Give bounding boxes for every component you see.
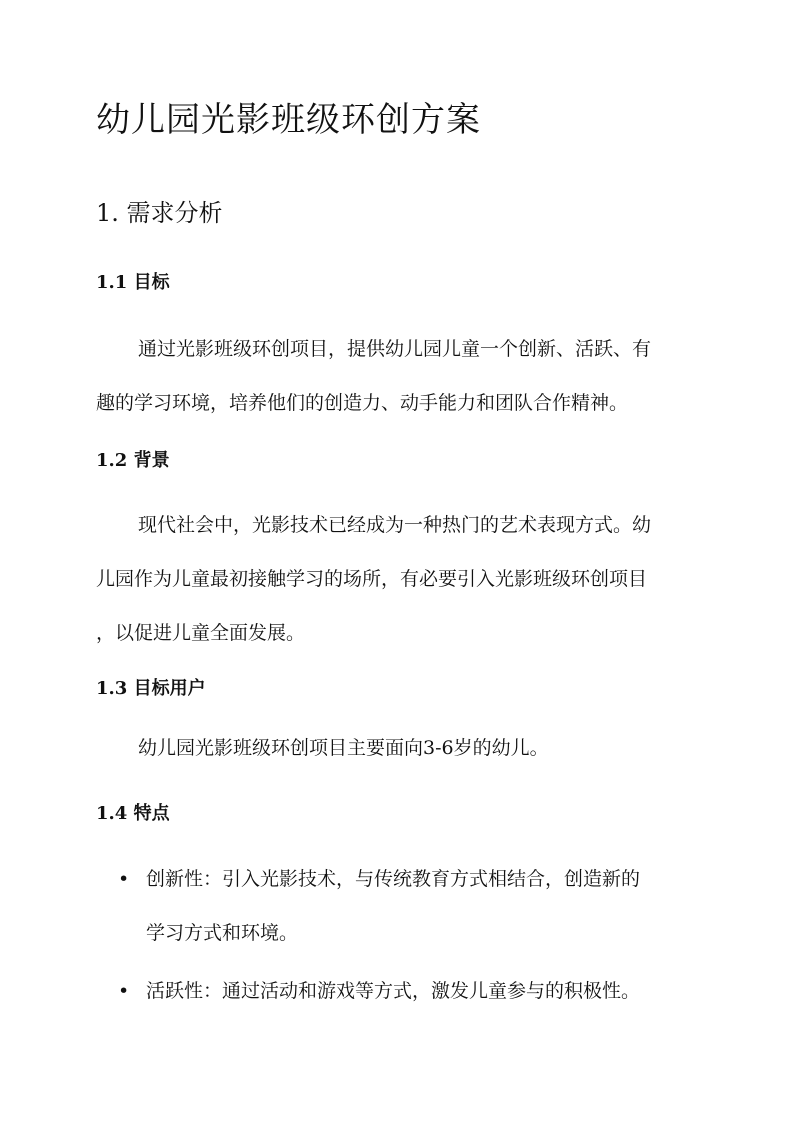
bullet-marker: •	[118, 868, 130, 890]
paragraph-line: 通过光影班级环创项目，提供幼儿园儿童一个创新、活跃、有	[138, 338, 652, 360]
paragraph-line: 儿园作为儿童最初接触学习的场所，有必要引入光影班级环创项目	[96, 568, 648, 590]
paragraph-line: ，以促进儿童全面发展。	[96, 622, 306, 644]
paragraph-line: 现代社会中，光影技术已经成为一种热门的艺术表现方式。幼	[138, 514, 652, 536]
subsection-heading-features: 1.4 特点	[96, 803, 170, 824]
paragraph-target-users	[96, 721, 696, 775]
list-item-line: 创新性：引入光影技术，与传统教育方式相结合，创造新的	[146, 868, 641, 890]
subsection-heading-background: 1.2 背景	[96, 450, 170, 471]
list-item-line: 活跃性：通过活动和游戏等方式，激发儿童参与的积极性。	[146, 980, 641, 1002]
paragraph-line: 幼儿园光影班级环创项目主要面向3-6岁的幼儿。	[138, 737, 549, 759]
paragraph-line: 趣的学习环境，培养他们的创造力、动手能力和团队合作精神。	[96, 392, 629, 414]
list-item	[118, 852, 698, 960]
paragraph-goal	[96, 322, 696, 430]
subsection-heading-goal: 1.1 目标	[96, 272, 170, 293]
subsection-heading-target-users: 1.3 目标用户	[96, 678, 206, 699]
document-title: 幼儿园光影班级环创方案	[96, 100, 481, 140]
list-item-text	[146, 964, 726, 1018]
section-heading-needs-analysis: 1. 需求分析	[96, 199, 223, 227]
list-item	[118, 964, 698, 1018]
list-item-text	[146, 852, 726, 960]
list-item-line: 学习方式和环境。	[146, 922, 299, 944]
bullet-marker: •	[118, 980, 130, 1002]
paragraph-background	[96, 498, 696, 660]
